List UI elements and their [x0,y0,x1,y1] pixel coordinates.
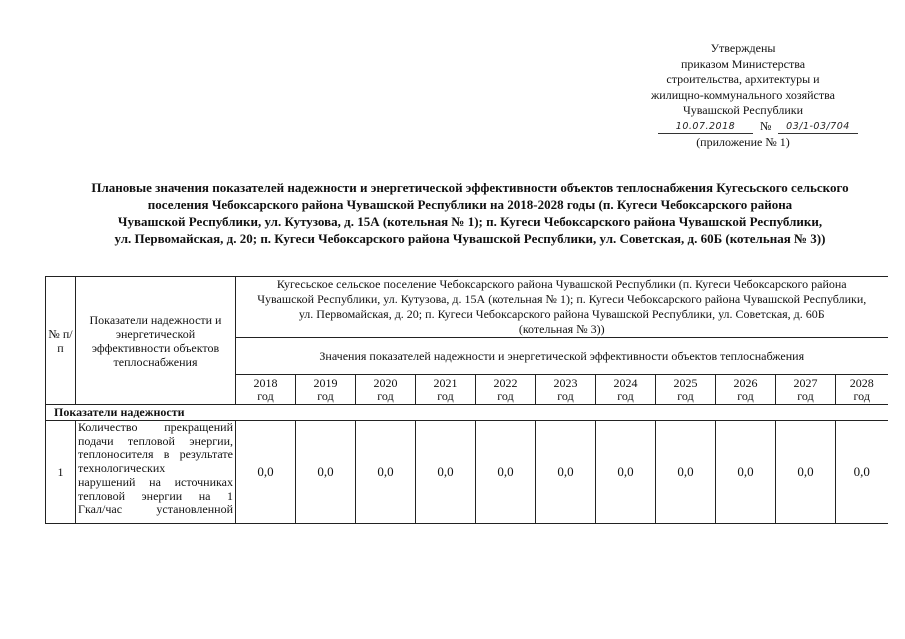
indicator-line: Гкал/час установленной [78,502,233,517]
row-number: 1 [46,421,76,524]
approval-line: Чувашской Республики [682,103,804,117]
year-cell: 2018 год [236,375,296,405]
value-cell: 0,0 [416,421,476,524]
number-sign: № [760,118,772,133]
year-cell: 2020 год [356,375,416,405]
col-indicators-header: Показатели надежности и энергетической эффективности объектов теплоснабжения [76,277,236,405]
year-cell: 2025 год [656,375,716,405]
document-title [40,179,900,247]
year-cell: 2019 год [296,375,356,405]
table-row [46,421,888,524]
indicator-line: теплоносителя в результате [78,447,233,462]
indicator-line: тепловой энергии на 1 [78,488,233,503]
title-line: поселения Чебоксарского района Чувашской Республики на 2018-2028 годы (п. Кугеси Чебоксарского района [147,197,793,212]
order-date-number-row [618,119,868,135]
year-cell: 2027 год [776,375,836,405]
indicator-line: подачи тепловой энергии, [78,433,233,448]
value-cell: 0,0 [236,421,296,524]
title-line: ул. Первомайская, д. 20; п. Кугеси Чебоксарского района Чувашской Республики, ул. Советская, д. 60Б (котельная № 3)) [114,231,826,246]
year-cell: 2023 год [536,375,596,405]
indicator-line: Количество прекращений [78,420,233,434]
appendix-label: (приложение № 1) [696,134,790,149]
title-line: Чувашской Республики, ул. Кутузова, д. 15А (котельная № 1); п. Кугеси Чебоксарского района Чувашской Республики, [117,214,823,229]
approval-line: приказом Министерства [680,56,806,71]
year-cell: 2022 год [476,375,536,405]
value-cell: 0,0 [656,421,716,524]
indicators-table [45,276,888,524]
col-num-header: № п/п [46,277,76,405]
section-reliability: Показатели надежности [46,405,888,421]
row-indicator [76,421,236,524]
settlement-header [236,277,888,338]
order-date: 10.07.2018 [658,121,753,134]
indicator-line: нарушений на источниках [78,474,233,489]
settlement-header-line: ул. Первомайская, д. 20; п. Кугеси Чебоксарского района Чувашской Республики, ул. Советская, д. 60Б [298,307,825,321]
settlement-header-line: Чувашской Республики, ул. Кутузова, д. 15А (котельная № 1); п. Кугеси Чебоксарского района Чувашской Республики, [257,292,867,306]
value-cell: 0,0 [716,421,776,524]
approval-block [618,41,868,150]
order-number: 03/1-03/704 [778,121,858,134]
year-cell: 2021 год [416,375,476,405]
approval-line: жилищно-коммунального хозяйства [651,87,835,102]
value-cell: 0,0 [356,421,416,524]
settlement-header-line: (котельная № 3)) [518,322,605,336]
settlement-header-line: Кугесьское сельское поселение Чебоксарского района Чувашской Республики (п. Кугеси Чебоксарского района [276,277,847,291]
value-cell: 0,0 [296,421,356,524]
year-cell: 2026 год [716,375,776,405]
title-line: Плановые значения показателей надежности и энергетической эффективности объектов теплоснабжения Кугесьского сельского [91,180,849,195]
value-cell: 0,0 [776,421,836,524]
approval-line: Утверждены [710,41,776,55]
value-cell: 0,0 [836,421,888,524]
value-cell: 0,0 [596,421,656,524]
year-cell: 2024 год [596,375,656,405]
values-header: Значения показателей надежности и энергетической эффективности объектов теплоснабжения [236,338,888,375]
approval-line: строительства, архитектуры и [666,72,820,86]
value-cell: 0,0 [536,421,596,524]
year-cell: 2028 год [836,375,888,405]
value-cell: 0,0 [476,421,536,524]
indicator-line: технологических [78,461,166,476]
